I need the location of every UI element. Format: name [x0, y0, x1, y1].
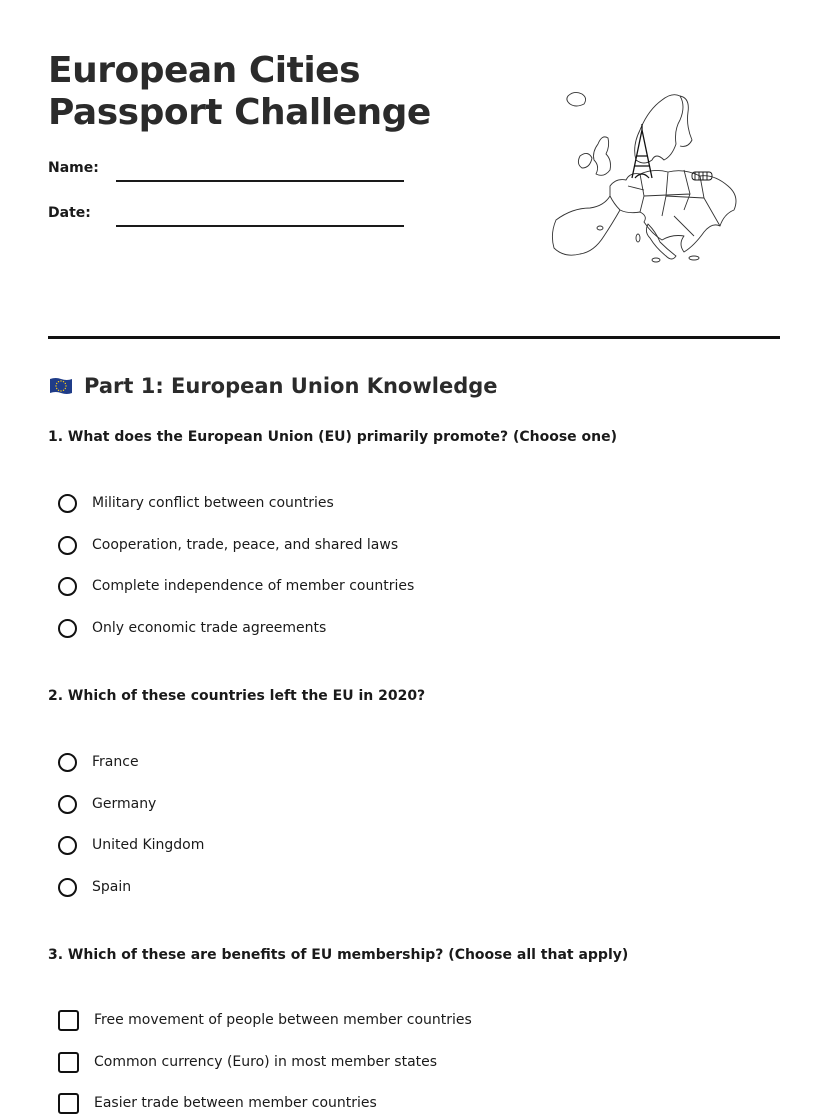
question-1-text: 1. What does the European Union (EU) primarily promote? (Choose one): [48, 429, 618, 445]
checkbox[interactable]: [58, 1093, 79, 1114]
option-label: France: [92, 754, 139, 770]
q3-option-3[interactable]: [58, 1091, 377, 1115]
question-3-text: 3. Which of these are benefits of EU membership? (Choose all that apply): [48, 947, 629, 963]
q2-option-2[interactable]: [58, 792, 156, 816]
option-label: Free movement of people between member countries: [94, 1012, 472, 1028]
name-field[interactable]: [48, 160, 408, 190]
q1-option-2[interactable]: [58, 533, 398, 557]
part1-heading-text: Part 1: European Union Knowledge: [84, 374, 498, 398]
part1-heading: [48, 374, 498, 398]
name-blank-line[interactable]: [116, 180, 404, 182]
radio-button[interactable]: [58, 836, 77, 855]
eu-flag-star: [56, 383, 57, 384]
eu-flag-star: [65, 385, 66, 386]
eu-flag-star: [60, 380, 61, 381]
option-label: Germany: [92, 796, 157, 812]
eu-flag-star: [58, 390, 59, 391]
radio-button[interactable]: [58, 753, 77, 772]
option-label: Common currency (Euro) in most member states: [94, 1054, 438, 1070]
checkbox[interactable]: [58, 1052, 79, 1073]
option-label: Spain: [92, 879, 132, 895]
eu-flag-star: [60, 390, 61, 391]
eu-flag-star: [63, 390, 64, 391]
q2-option-3[interactable]: [58, 833, 204, 857]
option-label: Military conflict between countries: [92, 495, 334, 511]
date-label: Date:: [48, 205, 91, 221]
radio-button[interactable]: [58, 494, 77, 513]
date-field[interactable]: [48, 205, 408, 235]
q2-option-4[interactable]: [58, 875, 131, 899]
eu-flag-star: [65, 388, 66, 389]
option-label: Complete independence of member countries: [92, 578, 415, 594]
radio-button[interactable]: [58, 619, 77, 638]
option-label: Easier trade between member countries: [94, 1095, 377, 1111]
radio-button[interactable]: [58, 577, 77, 596]
eu-flag-star: [63, 381, 64, 382]
worksheet-title: [48, 50, 431, 134]
q1-option-4[interactable]: [58, 616, 326, 640]
checkbox[interactable]: [58, 1010, 79, 1031]
section-divider: [48, 336, 780, 339]
q1-option-1[interactable]: [58, 491, 334, 515]
radio-button[interactable]: [58, 795, 77, 814]
question-2-text: 2. Which of these countries left the EU in 2020?: [48, 688, 426, 704]
title-line-2: Passport Challenge: [48, 92, 431, 133]
option-label: Cooperation, trade, peace, and shared laws: [92, 537, 399, 553]
europe-map-icon: [544, 86, 744, 270]
q2-option-1[interactable]: [58, 750, 139, 774]
name-label: Name:: [48, 160, 99, 176]
eu-flag-star: [56, 388, 57, 389]
eu-flag-star: [55, 385, 56, 386]
q3-option-1[interactable]: [58, 1008, 472, 1032]
q3-option-2[interactable]: [58, 1050, 437, 1074]
date-blank-line[interactable]: [116, 225, 404, 227]
eu-flag-star: [65, 383, 66, 384]
eu-flag-icon: [48, 377, 74, 395]
option-label: Only economic trade agreements: [92, 620, 327, 636]
eu-flag-star: [58, 381, 59, 382]
title-line-1: European Cities: [48, 50, 360, 91]
radio-button[interactable]: [58, 878, 77, 897]
q1-option-3[interactable]: [58, 574, 414, 598]
radio-button[interactable]: [58, 536, 77, 555]
option-label: United Kingdom: [92, 837, 205, 853]
